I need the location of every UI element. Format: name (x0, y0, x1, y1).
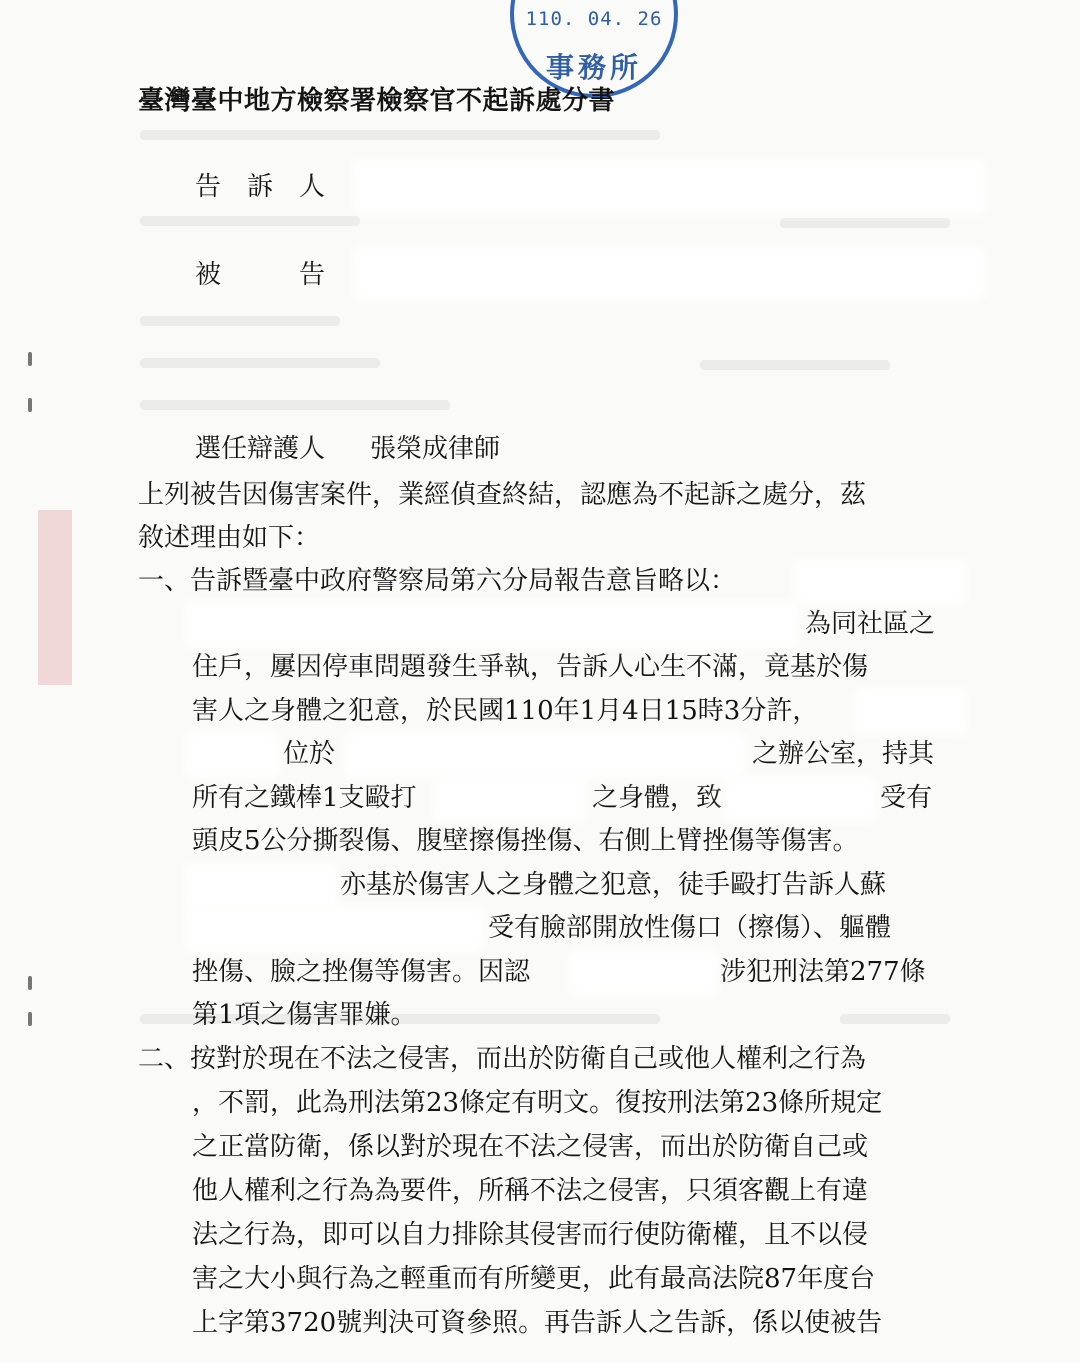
bleed-through (140, 216, 360, 226)
bleed-through (780, 218, 950, 228)
body-line: 所有之鐵棒1支毆打 (192, 783, 417, 813)
redaction (574, 956, 712, 990)
bleed-through (140, 358, 380, 368)
body-line: 位於 (283, 739, 336, 769)
redaction (800, 566, 960, 598)
redaction (440, 782, 580, 816)
body-line: 頭皮5公分撕裂傷、腹壁擦傷挫傷、右側上臂挫傷等傷害。 (192, 826, 859, 856)
body-line: 受有臉部開放性傷口（擦傷）、軀體 (488, 913, 892, 943)
redaction (350, 738, 740, 772)
body-line: 挫傷、臉之挫傷等傷害。因認 (192, 957, 531, 987)
redaction (192, 869, 332, 903)
binding-hole (28, 398, 32, 412)
body-line: 涉犯刑法第277條 (720, 957, 926, 987)
complainant-label: 告 訴 人 (195, 172, 326, 202)
bleed-through (140, 400, 450, 410)
redaction (860, 694, 960, 728)
stamp-date: 110. 04. 26 (525, 8, 663, 30)
body-line: 受有 (880, 783, 933, 813)
binding-hole (28, 976, 32, 990)
binding-hole (28, 1012, 32, 1026)
body-line: 上字第3720號判決可資參照。再告訴人之告訴，係以使被告 (192, 1308, 883, 1338)
body-line: 亦基於傷害人之身體之犯意，徒手毆打告訴人蘇 (340, 870, 887, 900)
red-seal-mark (38, 510, 72, 685)
redaction (360, 165, 980, 207)
document-title: 臺灣臺中地方檢察署檢察官不起訴處分書 (138, 86, 616, 116)
stamp-name: 事務所 (545, 51, 642, 84)
body-line: 上列被告因傷害案件，業經偵查終結，認應為不起訴之處分，茲 (138, 480, 867, 510)
body-line: 之辦公室，持其 (752, 739, 935, 769)
body-line: 第1項之傷害罪嫌。 (192, 1000, 417, 1030)
bleed-through (700, 360, 890, 370)
bleed-through (140, 130, 660, 140)
redaction (192, 912, 478, 946)
body-line: 為同社區之 (805, 609, 936, 639)
counsel-label: 選任辯護人 (195, 434, 326, 464)
redaction (360, 252, 980, 294)
defendant-label: 被 告 (195, 260, 326, 290)
body-line: 敘述理由如下： (138, 523, 321, 553)
redaction (192, 608, 792, 642)
binding-hole (28, 352, 32, 366)
body-line: 住戶，屢因停車問題發生爭執，告訴人心生不滿，竟基於傷 (192, 652, 869, 682)
body-line: 之身體，致 (592, 783, 723, 813)
body-line: 害之大小與行為之輕重而有所變更，此有最高法院87年度台 (192, 1264, 876, 1294)
redaction (192, 738, 274, 772)
body-line: ，不罰，此為刑法第23條定有明文。復按刑法第23條所規定 (192, 1088, 883, 1118)
section-heading: 一、告訴暨臺中政府警察局第六分局報告意旨略以： (138, 566, 737, 596)
bleed-through (140, 316, 340, 326)
body-line: 之正當防衛，係以對於現在不法之侵害，而出於防衛自己或 (192, 1132, 869, 1162)
bleed-through (840, 1014, 950, 1024)
body-line: 他人權利之行為為要件，所稱不法之侵害，只須客觀上有違 (192, 1176, 869, 1206)
body-line: 法之行為，即可以自力排除其侵害而行使防衛權，且不以侵 (192, 1220, 869, 1250)
counsel-name: 張榮成律師 (370, 434, 501, 464)
body-line: 害人之身體之犯意，於民國110年1月4日15時3分許， (192, 696, 819, 726)
redaction (730, 782, 870, 816)
section-heading: 二、按對於現在不法之侵害，而出於防衛自己或他人權利之行為 (138, 1044, 867, 1074)
